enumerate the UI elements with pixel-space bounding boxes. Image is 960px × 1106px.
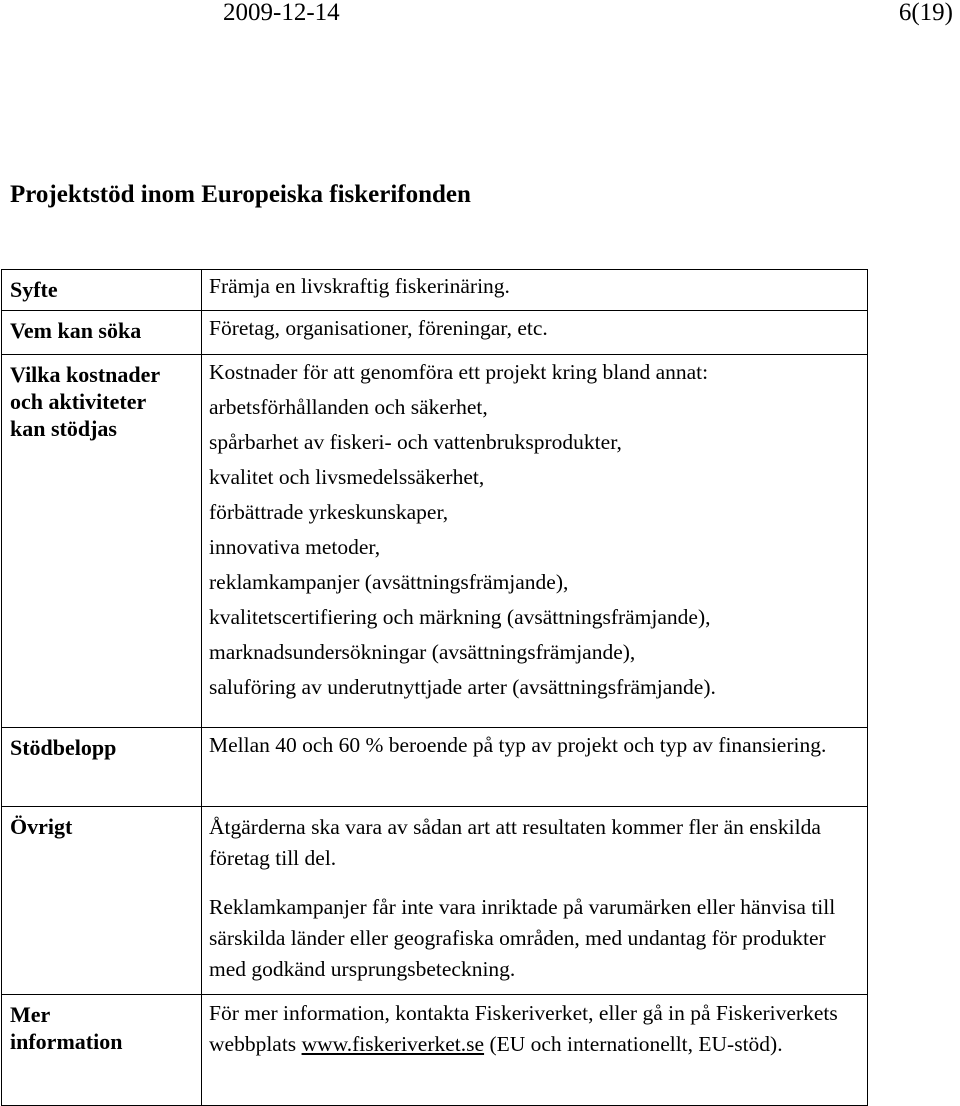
website-link[interactable]: www.fiskeriverket.se	[301, 1032, 485, 1056]
list-item: innovativa metoder,	[209, 535, 381, 559]
list-item: saluföring av underutnyttjade arter (avsättningsfrämjande).	[209, 675, 716, 699]
row-value-stodbelopp: Mellan 40 och 60 % beroende på typ av projekt och typ av finansiering.	[202, 728, 868, 807]
row-value-ovrigt	[202, 807, 868, 995]
info-text-end: (EU och internationellt, EU-stöd).	[484, 1032, 783, 1056]
paragraph: Reklamkampanjer får inte vara inriktade på varumärken eller hänvisa till särskilda länder eller geografiska områden, med undantag för produkter med godkänd ursprungsbeteckning.	[209, 895, 836, 981]
row-label-syfte: Syfte	[2, 270, 202, 311]
list-item: förbättrade yrkeskunskaper,	[209, 500, 449, 524]
list-item: arbetsförhållanden och säkerhet,	[209, 395, 488, 419]
table-row-vem	[2, 311, 868, 355]
page-date: 2009-12-14	[223, 0, 340, 26]
row-label-kostnader	[2, 355, 202, 728]
page-title: Projektstöd inom Europeiska fiskerifonden	[10, 181, 471, 208]
row-label-ovrigt: Övrigt	[2, 807, 202, 995]
row-label-stodbelopp: Stödbelopp	[2, 728, 202, 807]
list-item: reklamkampanjer (avsättningsfrämjande),	[209, 570, 569, 594]
list-item: kvalitetscertifiering och märkning (avsättningsfrämjande),	[209, 605, 711, 629]
info-table	[1, 269, 868, 1106]
label-line: och aktiviteter	[10, 389, 147, 414]
page-number: 6(19)	[898, 0, 953, 26]
table-row-ovrigt	[2, 807, 868, 995]
label-line: information	[10, 1029, 123, 1054]
table-row-stodbelopp	[2, 728, 868, 807]
list-item: Kostnader för att genomföra ett projekt kring bland annat:	[209, 360, 709, 384]
list-item: marknadsundersökningar (avsättningsfrämjande),	[209, 640, 636, 664]
row-value-vem: Företag, organisationer, föreningar, etc.	[202, 311, 868, 355]
row-label-vem: Vem kan söka	[2, 311, 202, 355]
cost-list	[202, 355, 868, 728]
row-value-syfte: Främja en livskraftig fiskerinäring.	[202, 270, 868, 311]
list-item: kvalitet och livsmedelssäkerhet,	[209, 465, 485, 489]
table-row-kostnader	[2, 355, 868, 728]
label-line: Mer	[10, 1002, 51, 1027]
list-item: spårbarhet av fiskeri- och vattenbruksprodukter,	[209, 430, 622, 454]
table-row-syfte	[2, 270, 868, 311]
info-text: För mer information, kontakta Fiskeriverket, eller gå in på Fiskeriverkets webbplats	[209, 1001, 838, 1056]
label-line: kan stödjas	[10, 416, 117, 441]
paragraph: Åtgärderna ska vara av sådan art att resultaten kommer fler än enskilda företag till del.	[209, 815, 821, 870]
label-line: Vilka kostnader	[10, 362, 161, 387]
